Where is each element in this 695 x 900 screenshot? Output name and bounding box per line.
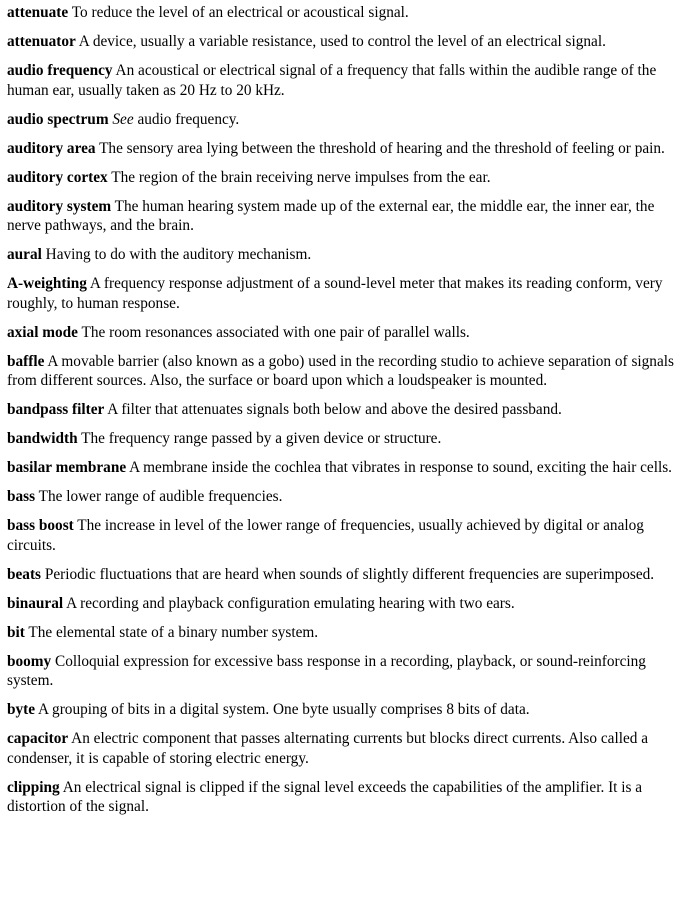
glossary-term: aural [7, 246, 42, 263]
glossary-entry-aural [7, 245, 688, 265]
glossary-entry-audio-frequency [7, 61, 688, 100]
glossary-definition: The frequency range passed by a given device or structure. [77, 430, 442, 447]
glossary-term: attenuate [7, 4, 69, 21]
glossary-entry-byte [7, 700, 688, 720]
glossary-entry-bass [7, 487, 688, 507]
glossary-term: basilar membrane [7, 459, 127, 476]
glossary-entry-beats [7, 565, 688, 585]
glossary-term: byte [7, 701, 36, 718]
glossary-entry-attenuator [7, 32, 688, 52]
glossary-term: bass [7, 488, 36, 505]
glossary-term: auditory system [7, 197, 112, 215]
glossary-term: boomy [7, 652, 52, 670]
glossary-definition: An electrical signal is clipped if the signal level exceeds the capabilities of the amplifier. It is a distortion of the signal. [7, 778, 643, 815]
glossary-entry-capacitor [7, 729, 688, 768]
glossary-definition: The increase in level of the lower range of frequencies, usually achieved by digital or analog circuits. [7, 517, 644, 554]
glossary-entry-bandpass-filter [7, 400, 688, 420]
glossary-definition: A movable barrier (also known as a gobo) used in the recording studio to achieve separation of signals from different sources. Also, the surface or board upon which a loudspeaker is mounted. [7, 352, 674, 389]
glossary-definition: audio frequency. [133, 110, 240, 128]
glossary-term: bass boost [7, 517, 74, 534]
glossary-term: A-weighting [7, 275, 87, 292]
glossary-entry-bandwidth [7, 429, 688, 449]
glossary-entry-binaural [7, 594, 688, 614]
glossary-term: clipping [7, 778, 60, 796]
glossary-entry-auditory-cortex [7, 168, 688, 188]
glossary-definition: The room resonances associated with one pair of parallel walls. [77, 323, 470, 341]
glossary-entry-auditory-area [7, 139, 688, 159]
glossary-definition: Colloquial expression for excessive bass response in a recording, playback, or sound-reinforcing system. [7, 652, 646, 689]
glossary-definition: The region of the brain receiving nerve impulses from the ear. [107, 168, 491, 186]
glossary-definition: An electric component that passes alternating currents but blocks direct currents. Also called a condenser, it is capable of storing electric energy. [7, 730, 648, 767]
glossary-definition: An acoustical or electrical signal of a frequency that falls within the audible range of the human ear, usually taken as 20 Hz to 20 kHz. [7, 62, 657, 99]
glossary-entry-attenuate [7, 3, 688, 23]
glossary-entry-baffle [7, 352, 688, 391]
glossary-term: bandwidth [7, 430, 78, 447]
glossary-definition: Having to do with the auditory mechanism. [41, 246, 312, 263]
glossary-term: auditory cortex [7, 168, 108, 186]
glossary-entry-bass-boost [7, 516, 688, 555]
glossary-term: attenuator [7, 33, 76, 50]
glossary-entry-boomy [7, 652, 688, 691]
glossary-definition: To reduce the level of an electrical or acoustical signal. [68, 4, 409, 21]
glossary-definition: A device, usually a variable resistance, used to control the level of an electrical signal. [75, 33, 606, 50]
glossary-definition: A grouping of bits in a digital system. One byte usually comprises 8 bits of data. [35, 701, 530, 718]
glossary-definition: A recording and playback configuration emulating hearing with two ears. [63, 594, 515, 612]
glossary-entry-a-weighting [7, 274, 688, 313]
glossary-definition: A frequency response adjustment of a sound-level meter that makes its reading conform, very roughly, to human response. [7, 275, 663, 312]
glossary-entry-basilar-membrane [7, 458, 688, 478]
glossary-term: binaural [7, 594, 64, 612]
see-reference: See [108, 110, 134, 128]
glossary-term: axial mode [7, 323, 78, 341]
glossary-term: capacitor [7, 730, 69, 747]
glossary-entry-bit [7, 623, 688, 643]
glossary-definition: Periodic fluctuations that are heard when sounds of slightly different frequencies are superimposed. [41, 565, 655, 583]
glossary-entry-auditory-system [7, 197, 688, 236]
glossary-definition: The human hearing system made up of the external ear, the middle ear, the inner ear, the nerve pathways, and the brain. [7, 197, 655, 234]
glossary-term: audio spectrum [7, 110, 109, 128]
glossary-entry-audio-spectrum [7, 110, 688, 130]
glossary-term: bit [7, 623, 25, 641]
glossary-term: bandpass filter [7, 401, 105, 418]
glossary-definition: A membrane inside the cochlea that vibrates in response to sound, exciting the hair cells. [126, 459, 672, 476]
glossary-term: baffle [7, 352, 45, 370]
glossary-definition: The elemental state of a binary number system. [24, 623, 319, 641]
glossary-term: audio frequency [7, 62, 113, 79]
glossary-entry-axial-mode [7, 323, 688, 343]
glossary-entry-clipping [7, 778, 688, 817]
glossary-definition: The sensory area lying between the threshold of hearing and the threshold of feeling or pain. [95, 139, 665, 157]
glossary-definition: The lower range of audible frequencies. [35, 488, 283, 505]
glossary-definition: A filter that attenuates signals both below and above the desired passband. [104, 401, 562, 418]
glossary-term: beats [7, 565, 41, 583]
glossary-term: auditory area [7, 139, 96, 157]
